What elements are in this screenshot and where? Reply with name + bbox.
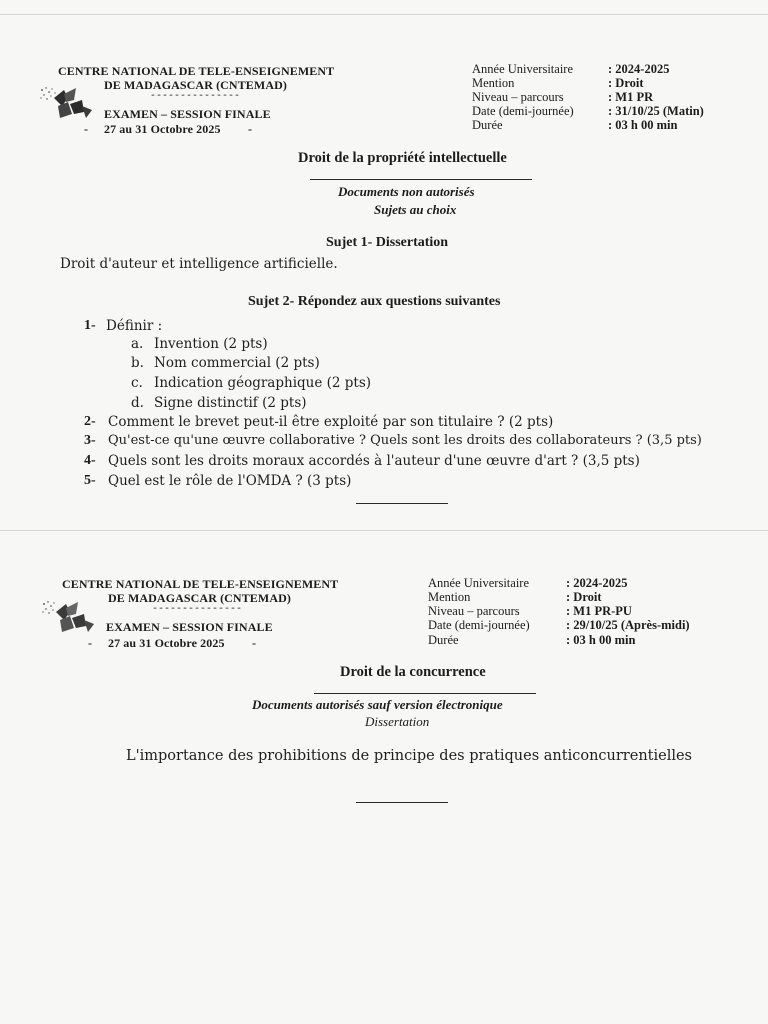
meta-value: : Droit [566,590,602,604]
choice-note: Sujets au choix [374,202,457,217]
meta-label: Niveau – parcours [428,604,520,618]
question-number: 2- [84,414,96,429]
meta-label: Date (demi-journée) [472,104,574,118]
header-dashes: --------------- [152,604,243,615]
question-text: Qu'est-ce qu'une œuvre collaborative ? Quels sont les droits des collaborateurs ? (3,5 pts) [108,433,702,448]
sub-item-text: Indication géographique (2 pts) [154,375,372,391]
meta-value: : 2024-2025 [608,62,670,76]
question-number: 1- [84,318,96,333]
question-text: Quel est le rôle de l'OMDA ? (3 pts) [108,473,352,489]
meta-value: : 03 h 00 min [566,633,636,647]
course-title: Droit de la propriété intellectuelle [298,150,507,166]
dash-right: - [252,636,257,650]
page-separator [0,530,768,531]
meta-value: : M1 PR [608,90,654,104]
question-text: Comment le brevet peut-il être exploité par son titulaire ? (2 pts) [108,414,554,430]
title-rule [314,693,536,694]
meta-label: Date (demi-journée) [428,618,530,632]
end-rule [356,802,448,803]
subject1-title: Sujet 1- Dissertation [326,235,449,250]
end-rule [356,503,448,504]
center-name-line2: DE MADAGASCAR (CNTEMAD) [108,591,291,605]
dash-right: - [248,122,253,136]
sub-item-letter: a. [131,336,144,352]
question-number: 3- [84,433,96,448]
meta-label: Mention [428,590,471,604]
meta-label: Année Universitaire [428,576,530,590]
center-name-line1: CENTRE NATIONAL DE TELE-ENSEIGNEMENT [62,577,339,591]
documents-note: Documents non autorisés [338,184,475,199]
sub-item-text: Signe distinctif (2 pts) [154,395,307,411]
sub-item-text: Nom commercial (2 pts) [154,355,320,371]
meta-value: : 31/10/25 (Matin) [608,104,704,118]
meta-value: : 03 h 00 min [608,118,678,132]
meta-label: Année Universitaire [472,62,574,76]
question-text: Définir : [106,318,163,334]
meta-value: : 2024-2025 [566,576,628,590]
meta-value: : Droit [608,76,644,90]
sub-item-letter: b. [131,355,144,371]
session-dates: 27 au 31 Octobre 2025 [104,122,221,136]
documents-note: Documents autorisés sauf version électronique [252,697,503,712]
center-name-line1: CENTRE NATIONAL DE TELE-ENSEIGNEMENT [58,64,335,78]
meta-label: Durée [472,118,503,132]
header-dashes: --------------- [150,91,241,102]
sub-item-letter: d. [131,395,144,411]
subject2-title: Sujet 2- Répondez aux questions suivantes [248,294,501,309]
question-number: 5- [84,473,96,488]
session-label: EXAMEN – SESSION FINALE [106,620,273,634]
sub-item-letter: c. [131,375,143,391]
meta-label: Niveau – parcours [472,90,564,104]
meta-label: Mention [472,76,515,90]
meta-value: : M1 PR-PU [566,604,632,618]
dash-left: - [88,636,93,650]
meta-label: Durée [428,633,459,647]
cntemad-logo-icon [38,84,98,124]
cntemad-logo-icon [40,598,100,638]
meta-value: : 29/10/25 (Après-midi) [566,618,690,632]
question-number: 4- [84,453,96,468]
question-text: Quels sont les droits moraux accordés à l'auteur d'une œuvre d'art ? (3,5 pts) [108,453,640,469]
session-dates: 27 au 31 Octobre 2025 [108,636,225,650]
sub-item-text: Invention (2 pts) [154,336,268,352]
exam-type: Dissertation [365,714,430,729]
page-edge-top [0,14,768,15]
session-label: EXAMEN – SESSION FINALE [104,107,271,121]
dissertation-subject: L'importance des prohibitions de principe des pratiques anticoncurrentielles [126,748,693,764]
center-name-line2: DE MADAGASCAR (CNTEMAD) [104,78,287,92]
title-rule [310,179,532,180]
subject1-text: Droit d'auteur et intelligence artificielle. [60,256,338,272]
course-title: Droit de la concurrence [340,664,486,680]
dash-left: - [84,122,89,136]
